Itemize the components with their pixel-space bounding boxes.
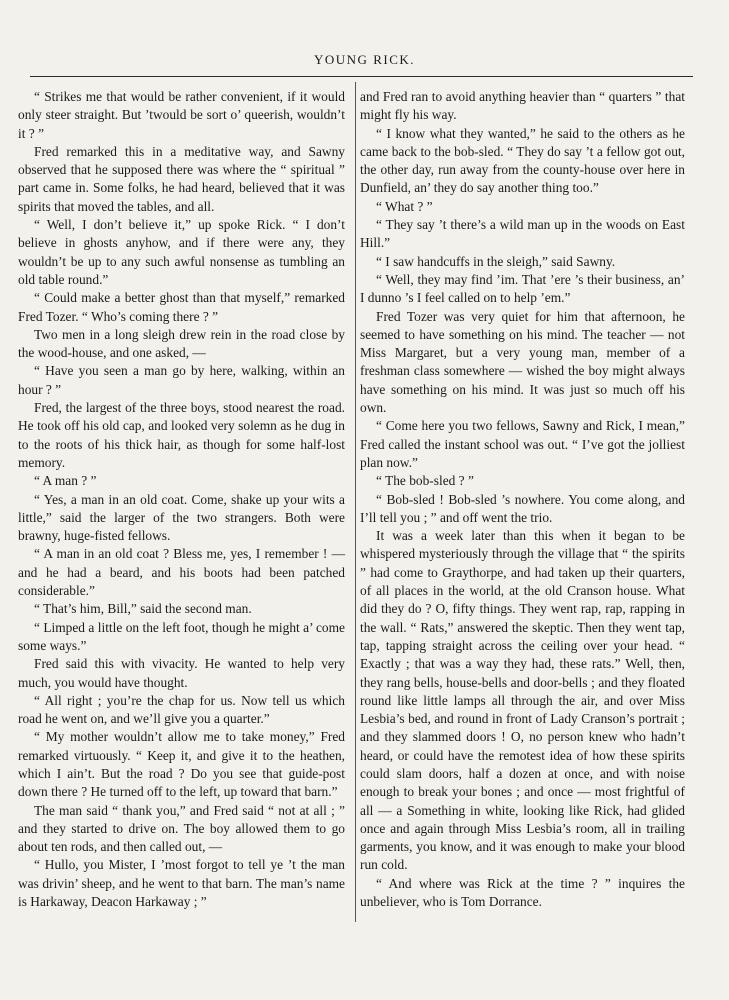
paragraph: “ Strikes me that would be rather convenient, if it would only steer straight. But ’twould be sort o’ queerish, wouldn’t it ? ” [18, 89, 345, 141]
paragraph: “ What ? ” [376, 198, 433, 214]
paragraph: Fred Tozer was very quiet for him that afternoon, he seemed to have something on his mind. The teacher — not Miss Margaret, but a very young man, member of a freshman class somewhere — wished the boy might always have something on his mind. It was just so much off his own. [360, 308, 685, 416]
paragraph: It was a week later than this when it began to be whispered mysteriously through the village that “ the spirits ” had come to Graythorpe, and had taken up their quarters, of all places in the world, at the old Cranson house. What did they do ? O, fifty things. They went rap, rap, rapping in the wall. “ Rats,” answered the skeptic. Then they went tap, tap, tapping straight across the ceiling over your head. “ Exactly ; that was a way they had, these rats.” Well, then, they rang bells, house-bells and door-bells ; and they floated round like little lamps all through the air, and over Miss Lesbia’s bed, and round in front of Lady Cranson’s portrait ; and they slammed doors ! O, no person knew who hadn’t heard, or could have the remotest idea of how these spirits could slam doors, half a dozen at once, and with noise enough to break your bones ; and once — most frightful of all — a Something in white, looking like Rick, had glided once and again through Miss Lesbia’s room, all in trailing garments, you know, and it was enough to make your blood run cold. [360, 528, 685, 873]
paragraph: “ A man ? ” [34, 473, 97, 489]
paragraph: Fred, the largest of the three boys, stood nearest the road. He took off his old cap, and looked very solemn as he dug in to the roots of his thick hair, as though for some half-lost memory. [18, 400, 345, 470]
paragraph: “ Come here you two fellows, Sawny and Rick, I mean,” Fred called the instant school was out. “ I’ve got the jolliest plan now.” [360, 418, 685, 470]
paragraph: “ Have you seen a man go by here, walking, within an hour ? ” [18, 363, 345, 397]
paragraph: “ They say ’t there’s a wild man up in the woods on East Hill.” [360, 217, 685, 251]
paragraph: “ Yes, a man in an old coat. Come, shake up your wits a little,” said the larger of the two strangers. Both were brawny, huge-fisted fellows. [18, 491, 345, 544]
paragraph: “ Well, they may find ’im. That ’ere ’s their business, an’ I dunno ’s I feel called on to help ’em.” [360, 271, 685, 306]
running-header: YOUNG RICK. [314, 52, 415, 67]
column-divider [355, 82, 356, 922]
paragraph: “ That’s him, Bill,” said the second man. [34, 601, 252, 617]
paragraph: “ Limped a little on the left foot, though he might a’ come some ways.” [18, 619, 345, 653]
paragraph: “ Hullo, you Mister, I ’most forgot to tell ye ’t the man was drivin’ sheep, and he went to that barn. The man’s name is Harkaway, Deacon Harkaway ; ” [18, 857, 345, 910]
paragraph: The man said “ thank you,” and Fred said “ not at all ; ” and they started to drive on. The boy allowed them to go about ten rods, and then called out, — [18, 802, 345, 855]
paragraph: Fred remarked this in a meditative way, and Sawny observed that he supposed there was where the “ spiritual ” part came in. Some folks, he had heard, believed that it was spirits that moved the tables, and all. [18, 143, 345, 214]
header-rule [30, 76, 693, 77]
paragraph: “ The bob-sled ? ” [376, 473, 474, 489]
paragraph: Fred said this with vivacity. He wanted to help very much, you would have thought. [18, 656, 345, 690]
paragraph: “ Bob-sled ! Bob-sled ’s nowhere. You come along, and I’ll tell you ; ” and off went the trio. [360, 491, 685, 525]
paragraph: and Fred ran to avoid anything heavier than “ quarters ” that might fly his way. [360, 89, 685, 123]
paragraph: “ My mother wouldn’t allow me to take money,” Fred remarked virtuously. “ Keep it, and give it to the heathen, which I ain’t. But the road ? Do you see that guide-post down there ? He turned off to the left, up toward that barn.” [18, 729, 345, 800]
paragraph: “ Well, I don’t believe it,” up spoke Rick. “ I don’t believe in ghosts anyhow, and if there were any, they wouldn’t be up to any such awful nonsense as tumbling an old table round.” [18, 217, 345, 287]
right-column [360, 88, 685, 911]
paragraph: “ Could make a better ghost than that myself,” remarked Fred Tozer. “ Who’s coming there ? ” [18, 290, 345, 324]
paragraph: “ And where was Rick at the time ? ” inquires the unbeliever, who is Tom Dorrance. [360, 875, 685, 910]
paragraph: “ A man in an old coat ? Bless me, yes, I remember ! — and he had a beard, and his boots had been patched considerable.” [18, 546, 345, 599]
paragraph: “ All right ; you’re the chap for us. Now tell us which road he went on, and we’ll give you a quarter.” [18, 692, 345, 727]
paragraph: Two men in a long sleigh drew rein in the road close by the wood-house, and one asked, — [18, 326, 345, 361]
left-column [18, 88, 345, 911]
paragraph: “ I know what they wanted,” he said to the others as he came back to the bob-sled. “ They do say ’t a fellow got out, the other day, run away from the county-house over here in Dunfield, an’ they do say another thing too.” [360, 125, 685, 196]
paragraph: “ I saw handcuffs in the sleigh,” said Sawny. [376, 253, 616, 269]
